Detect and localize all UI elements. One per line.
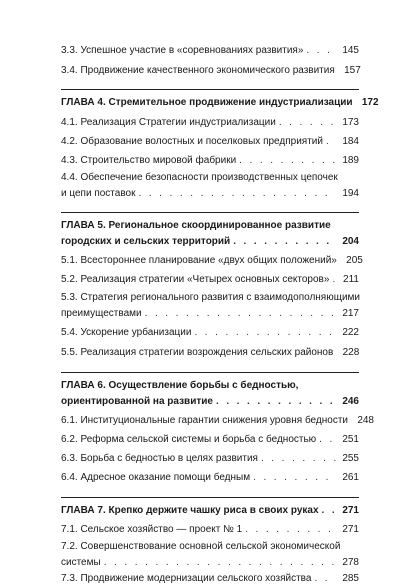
toc-entry-title: преимуществами xyxy=(61,308,142,319)
toc-chapter-4[interactable] xyxy=(61,95,379,111)
toc-entry-4-1[interactable] xyxy=(61,115,359,131)
toc-entry-4-4-line1[interactable]: 4.4. Обеспечение безопасности производственных цепочек xyxy=(61,172,338,183)
toc-entry-title: 3.3. Успешное участие в «соревнованиях развития» xyxy=(61,45,304,56)
toc-entry-title: 7.1. Сельское хозяйство — проект № 1 xyxy=(61,524,243,535)
toc-page-number: 145 xyxy=(342,45,359,56)
toc-entry-3-4[interactable] xyxy=(61,63,359,79)
dot-leader xyxy=(216,394,336,410)
toc-entry-3-3[interactable] xyxy=(61,43,359,59)
toc-entry-5-2[interactable] xyxy=(61,272,359,288)
toc-entry-title: 4.2. Образование волостных и поселковых предприятий xyxy=(61,136,323,147)
toc-entry-6-4[interactable] xyxy=(61,470,359,486)
toc-chapter-5[interactable] xyxy=(61,234,359,250)
toc-page-number: 278 xyxy=(342,557,359,568)
toc-entry-4-3[interactable] xyxy=(61,153,359,169)
toc-page-number: 246 xyxy=(342,396,359,407)
toc-page-number: 285 xyxy=(342,573,359,584)
toc-entry-title: 6.2. Реформа сельской системы и борьба с бедностью xyxy=(61,434,317,445)
toc-chapter-7[interactable] xyxy=(61,503,359,519)
toc-page-number: 255 xyxy=(342,453,359,464)
toc-entry-title: 5.1. Всестороннее планирование «двух общих положений» xyxy=(61,255,337,266)
dot-leader xyxy=(279,115,336,131)
toc-page-number: 189 xyxy=(342,155,359,166)
toc-entry-7-4-wrap xyxy=(61,571,359,587)
toc-entry-title: 5.4. Ускорение урбанизации xyxy=(61,327,192,338)
toc-page-number: 172 xyxy=(361,97,379,108)
toc-entry-7-2-line1[interactable]: 7.2. Совершенствование основной сельской экономической xyxy=(61,541,341,552)
section-divider xyxy=(61,497,359,498)
toc-page-number: 251 xyxy=(342,434,359,445)
dot-leader xyxy=(326,134,336,150)
toc-entry-5-3-line1[interactable]: 5.3. Стратегия регионального развития с взаимодополняющими xyxy=(61,292,360,303)
toc-chapter-title: ГЛАВА 7. Крепко держите чашку риса в своих руках xyxy=(61,505,319,516)
dot-leader xyxy=(145,306,336,322)
toc-entry-6-2[interactable] xyxy=(61,432,359,448)
toc-page-number: 194 xyxy=(342,188,359,199)
toc-entry-5-5[interactable] xyxy=(61,345,359,361)
toc-entry-title: 3.4. Продвижение качественного экономического развития xyxy=(61,65,335,76)
toc-page-number: 157 xyxy=(344,65,361,76)
toc-entry-title: системы xyxy=(61,557,101,568)
dot-leader xyxy=(322,503,336,519)
toc-page-number: 271 xyxy=(342,505,359,516)
dot-leader xyxy=(319,432,336,448)
toc-chapter-title: городских и сельских территорий xyxy=(61,236,231,247)
toc-entry-6-1[interactable] xyxy=(61,413,374,429)
section-divider xyxy=(61,372,359,373)
toc-entry-title: 5.2. Реализация стратегии «Четырех основных секторов» xyxy=(61,274,330,285)
toc-page-number: 228 xyxy=(342,347,360,358)
toc-page-number: 204 xyxy=(342,236,359,247)
toc-entry-title: и цепи поставок xyxy=(61,188,136,199)
toc-entry-6-3[interactable] xyxy=(61,451,359,467)
toc-entry-title: 4.3. Строительство мировой фабрики xyxy=(61,155,237,166)
toc-entry-title: 6.4. Адресное оказание помощи бедным xyxy=(61,472,251,483)
dot-leader xyxy=(245,522,336,538)
dot-leader xyxy=(239,153,336,169)
toc-entry-title: 4.1. Реализация Стратегии индустриализации xyxy=(61,117,276,128)
dot-leader xyxy=(138,186,336,202)
dot-leader xyxy=(332,272,336,288)
toc-page-number: 217 xyxy=(342,308,359,319)
toc-chapter-title: ГЛАВА 4. Стремительное продвижение индустриализации xyxy=(61,97,353,108)
toc-entry-5-3[interactable] xyxy=(61,306,359,322)
toc-entry-title: 6.3. Борьба с бедностью в целях развития xyxy=(61,453,258,464)
toc-entry-4-4[interactable] xyxy=(61,186,359,202)
toc-entry-4-2[interactable] xyxy=(61,134,359,150)
toc-entry-title: 6.1. Институциональные гарантии снижения уровня бедности xyxy=(61,415,348,426)
toc-page-number: 205 xyxy=(346,255,363,266)
toc-page-number: 173 xyxy=(342,117,359,128)
dot-leader xyxy=(261,451,336,467)
toc-entry-7-2[interactable] xyxy=(61,555,359,571)
toc-entry-title: 5.5. Реализация стратегии возрождения сельских районов xyxy=(61,347,334,358)
dot-leader xyxy=(306,43,336,59)
toc-chapter-6-line1[interactable]: ГЛАВА 6. Осуществление борьбы с бедностью, xyxy=(61,380,299,391)
dot-leader xyxy=(233,234,336,250)
section-divider xyxy=(61,89,359,90)
dot-leader xyxy=(104,555,336,571)
toc-page-number: 222 xyxy=(342,327,359,338)
toc-entry-5-1[interactable] xyxy=(61,253,363,269)
toc-entry-5-4[interactable] xyxy=(61,325,359,341)
toc-chapter-6[interactable] xyxy=(61,394,359,410)
toc-chapter-title: ориентированной на развитие xyxy=(61,396,213,407)
toc-page-number: 184 xyxy=(342,136,359,147)
toc-page-number: 248 xyxy=(357,415,374,426)
dot-leader xyxy=(253,470,336,486)
toc-page-number: 271 xyxy=(342,524,359,535)
toc-page-number: 211 xyxy=(343,274,359,285)
section-divider xyxy=(61,212,359,213)
toc-entry-title: 7.3. Продвижение модернизации сельского хозяйства xyxy=(61,573,312,584)
toc-entry-7-1[interactable] xyxy=(61,522,359,538)
toc-chapter-5-line1[interactable]: ГЛАВА 5. Региональное скоординированное развитие xyxy=(61,220,331,231)
dot-leader xyxy=(194,325,336,341)
toc-page-number: 261 xyxy=(342,472,359,483)
